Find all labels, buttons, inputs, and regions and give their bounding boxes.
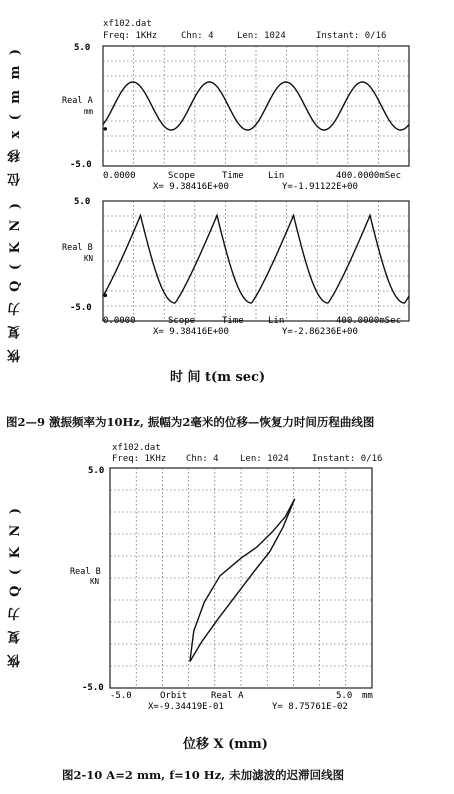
chart-b xyxy=(62,197,409,337)
fig1-left-label-top: 位 移 x ( m m ) xyxy=(8,46,23,186)
fig2-hysteresis-chart xyxy=(0,460,454,720)
chart-b-ytick-top: 5.0 xyxy=(74,197,91,207)
chart-b-ylabel: Real B xyxy=(62,243,93,253)
chart-a-xend: 400.0000mSec xyxy=(336,171,402,181)
chart-c-ylabel: Real B xyxy=(70,567,101,577)
chart-b-footer-time: Time xyxy=(222,316,244,326)
fig1-chn: Chn: 4 xyxy=(181,31,214,41)
chart-b-footer-lin: Lin xyxy=(268,316,285,326)
chart-b-ytick-bottom: -5.0 xyxy=(70,303,92,313)
chart-b-yunit: KN xyxy=(84,254,94,263)
fig2-left-label: 恢 复 力 Q ( K N ) xyxy=(8,505,23,668)
chart-a-footer-scope: Scope xyxy=(168,171,196,181)
fig1-left-label-bottom: 恢 复 力 Q ( K N ) xyxy=(8,200,23,363)
fig2-chn: Chn: 4 xyxy=(186,454,219,464)
chart-a-ytick-top: 5.0 xyxy=(74,43,91,53)
fig2-instant: Instant: 0/16 xyxy=(312,454,383,464)
chart-c-ytick-bottom: -5.0 xyxy=(82,683,104,693)
chart-a-footer-lin: Lin xyxy=(268,171,285,181)
chart-b-grid xyxy=(103,201,409,321)
chart-b-cursor-marker xyxy=(103,294,107,298)
fig1-len: Len: 1024 xyxy=(237,31,286,41)
chart-a-cursor-x: X= 9.38416E+00 xyxy=(153,182,229,192)
chart-a-footer-time: Time xyxy=(222,171,244,181)
chart-c-ytick-top: 5.0 xyxy=(88,466,105,476)
chart-c-xlabel: Real A xyxy=(211,691,244,701)
fig2-caption: 图2-10 A=2 mm, f=10 Hz, 未加滤波的迟滞回线图 xyxy=(62,768,345,782)
fig1-freq: Freq: 1KHz xyxy=(103,31,158,41)
chart-a-yunit: mm xyxy=(84,107,94,116)
chart-c-xtick-right: 5.0 xyxy=(336,691,353,701)
chart-c-cursor-y: Y= 8.75761E-02 xyxy=(272,702,348,712)
chart-c-cursor-x: X=-9.34419E-01 xyxy=(148,702,224,712)
chart-b-cursor-y: Y=-2.86236E+00 xyxy=(282,327,358,337)
chart-b-xstart: 0.0000 xyxy=(103,316,136,326)
chart-a-ylabel: Real A xyxy=(62,96,93,106)
chart-b-cursor-x: X= 9.38416E+00 xyxy=(153,327,229,337)
fig1-time-history-chart xyxy=(0,40,454,400)
chart-a xyxy=(62,43,409,192)
chart-a-cursor-marker xyxy=(103,127,107,131)
chart-a-grid xyxy=(103,46,409,166)
chart-b-xend: 400.0000mSec xyxy=(336,316,402,326)
chart-c xyxy=(70,466,373,712)
fig1-x-axis-title: 时 间 t(m sec) xyxy=(170,370,266,385)
chart-a-cursor-y: Y=-1.91122E+00 xyxy=(282,182,358,192)
chart-a-xstart: 0.0000 xyxy=(103,171,136,181)
chart-c-yunit: KN xyxy=(90,577,100,586)
fig1-instant: Instant: 0/16 xyxy=(316,31,387,41)
fig2-len: Len: 1024 xyxy=(240,454,289,464)
fig2-file-name: xf102.dat xyxy=(112,443,161,453)
fig2-x-axis-title: 位移 X (mm) xyxy=(183,737,268,752)
chart-c-grid xyxy=(110,468,372,688)
fig1-caption: 图2—9 激振频率为10Hz, 振幅为2毫米的位移—恢复力时间历程曲线图 xyxy=(6,415,375,429)
chart-c-footer-orbit: Orbit xyxy=(160,691,188,701)
chart-b-footer-scope: Scope xyxy=(168,316,196,326)
chart-c-xunit: mm xyxy=(362,691,373,701)
chart-a-ytick-bottom: -5.0 xyxy=(70,160,92,170)
fig1-file-name: xf102.dat xyxy=(103,19,152,29)
fig2-freq: Freq: 1KHz xyxy=(112,454,167,464)
chart-c-xtick-left: -5.0 xyxy=(110,691,132,701)
